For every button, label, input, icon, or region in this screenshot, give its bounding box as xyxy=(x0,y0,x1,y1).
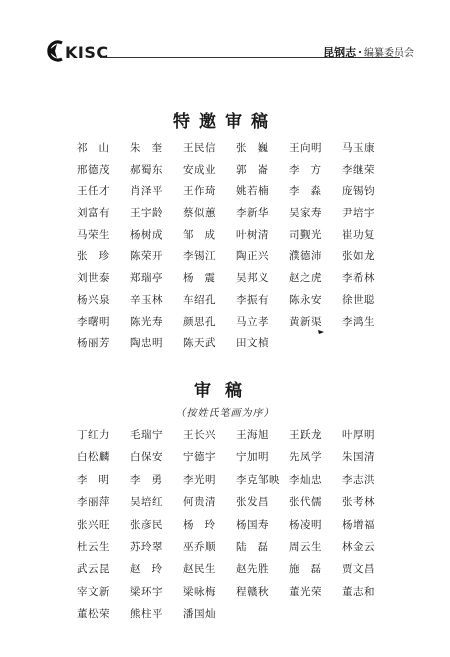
reviewer-name: 肖泽平 xyxy=(130,185,163,198)
reviewer-name: 梁咏梅 xyxy=(183,585,216,598)
reviewer-name: 李灿忠 xyxy=(289,473,322,486)
reviewer-name: 李曙明 xyxy=(77,315,110,328)
reviewer-name: 颜思孔 xyxy=(183,315,216,328)
reviewer-name: 武云昆 xyxy=(77,563,110,576)
reviewer-name: 王民信 xyxy=(183,142,216,154)
reviewer-name: 王任才 xyxy=(77,185,110,198)
reviewer-name: 王跃龙 xyxy=(289,429,322,441)
page-header xyxy=(0,0,450,70)
reviewer-name: 苏玲翠 xyxy=(130,540,163,553)
reviewer-name: 徐世聪 xyxy=(342,293,375,306)
reviewer-name: 李光明 xyxy=(183,473,216,486)
separator: · xyxy=(358,46,362,59)
reviewer-name: 辛玉林 xyxy=(130,293,163,306)
reviewer-name: 梁环宇 xyxy=(130,585,163,598)
reviewer-name: 宰文新 xyxy=(77,585,110,598)
reviewer-name: 王宇龄 xyxy=(130,207,163,220)
reviewer-name: 张发昌 xyxy=(236,496,269,509)
reviewer-name: 刘富有 xyxy=(77,207,110,220)
reviewer-name: 杜云生 xyxy=(77,540,110,553)
reviewers-names xyxy=(77,427,395,629)
reviewer-name: 朱奎 xyxy=(130,142,173,154)
publication-title: 昆钢志 xyxy=(323,46,357,59)
reviewer-name: 宁加明 xyxy=(236,451,269,464)
reviewer-name: 熊柱平 xyxy=(130,608,163,621)
reviewer-name: 董志和 xyxy=(342,585,375,598)
reviewer-name: 李新华 xyxy=(236,207,269,220)
reviewer-name: 董松荣 xyxy=(77,608,110,621)
reviewer-name: 李勇 xyxy=(130,473,173,486)
reviewer-name: 周云生 xyxy=(289,540,322,553)
reviewer-name: 姚若楠 xyxy=(236,185,269,198)
reviewer-name: 赵玲 xyxy=(130,563,173,576)
reviewer-name: 邢德茂 xyxy=(77,163,110,176)
reviewer-name: 郑瑞亭 xyxy=(130,272,163,285)
reviewer-name: 张考林 xyxy=(342,496,375,509)
reviewer-name: 董光荣 xyxy=(289,585,322,598)
reviewer-name: 张代儒 xyxy=(289,496,322,509)
reviewer-name: 李锡江 xyxy=(183,250,216,263)
reviewer-name: 吴家寿 xyxy=(289,207,322,220)
reviewer-name: 赵之虎 xyxy=(289,272,322,285)
reviewer-name: 李方 xyxy=(289,163,332,176)
reviewer-name: 崔功复 xyxy=(342,228,375,241)
reviewer-name: 先凤学 xyxy=(289,451,322,464)
reviewer-name: 祁山 xyxy=(77,142,120,154)
reviewer-name: 赵民生 xyxy=(183,563,216,576)
reviewer-name: 司觐光 xyxy=(289,228,322,241)
reviewer-name: 吴培红 xyxy=(130,496,163,509)
reviewer-name: 陶正兴 xyxy=(236,250,269,263)
reviewer-name: 张巍 xyxy=(236,142,279,154)
reviewer-name: 杨树成 xyxy=(130,228,163,241)
reviewer-name: 王长兴 xyxy=(183,429,216,441)
reviewer-name: 马玉康 xyxy=(342,142,375,154)
reviewer-name: 张兴旺 xyxy=(77,518,110,531)
reviewer-name: 杨震 xyxy=(183,272,226,285)
reviewer-name: 白保安 xyxy=(130,451,163,464)
reviewer-name: 李志洪 xyxy=(342,473,375,486)
reviewer-name: 叶厚明 xyxy=(342,429,375,441)
reviewer-name: 李淼 xyxy=(289,185,332,198)
reviewer-name: 李克邹映 xyxy=(236,473,280,486)
reviewer-name: 张如龙 xyxy=(342,250,375,263)
reviewer-name: 李继荣 xyxy=(342,163,375,176)
special-review-title: 特邀审稿 xyxy=(173,112,277,132)
logo-text: KISC xyxy=(65,43,109,62)
reviewer-name: 杨玲 xyxy=(183,518,226,531)
reviewer-name: 陶忠明 xyxy=(130,337,163,350)
reviewers-subtitle: （按姓氏笔画为序） xyxy=(175,408,275,419)
reviewer-name: 王海旭 xyxy=(236,429,269,441)
reviewer-name: 王作琦 xyxy=(183,185,216,198)
reviewer-name: 李丽萍 xyxy=(77,496,110,509)
reviewer-name: 陈永安 xyxy=(289,293,322,306)
reviewer-name: 马立孝 xyxy=(236,315,269,328)
reviewer-name: 白松麟 xyxy=(77,451,110,464)
committee-name: 编纂委员会 xyxy=(364,48,414,59)
running-head xyxy=(323,44,414,60)
reviewer-name: 宁德宇 xyxy=(183,451,216,464)
reviewer-name: 车绍孔 xyxy=(183,293,216,306)
reviewer-name: 尹培宇 xyxy=(342,207,375,220)
reviewer-name: 郝蜀东 xyxy=(130,163,163,176)
ink-mark-icon xyxy=(318,330,324,334)
reviewer-name: 施磊 xyxy=(289,563,332,576)
reviewer-name: 李鸿生 xyxy=(342,315,375,328)
reviewer-name: 庞锡钧 xyxy=(342,185,375,198)
reviewer-name: 陈光寿 xyxy=(130,315,163,328)
reviewer-name: 蔡似蕙 xyxy=(183,207,216,220)
reviewer-name: 杨增福 xyxy=(342,518,375,531)
reviewer-name: 林金云 xyxy=(342,540,375,553)
reviewer-name: 程赣秋 xyxy=(236,585,269,598)
reviewer-name: 赵先胜 xyxy=(236,563,269,576)
reviewers-title: 审稿 xyxy=(194,381,256,401)
kisc-logo xyxy=(42,40,109,62)
reviewer-name: 陈天武 xyxy=(183,337,216,350)
reviewer-name: 丁红力 xyxy=(77,429,110,441)
reviewer-name: 郭崙 xyxy=(236,163,279,176)
reviewer-name: 张彦民 xyxy=(130,518,163,531)
reviewer-name: 毛瑞宁 xyxy=(130,429,163,441)
reviewer-name: 杨兴泉 xyxy=(77,293,110,306)
reviewer-name: 李明 xyxy=(77,473,120,486)
reviewer-name: 杨丽芳 xyxy=(77,337,110,350)
reviewer-name: 杨国寿 xyxy=(236,518,269,531)
reviewer-name: 叶树清 xyxy=(236,228,269,241)
reviewer-name: 李振有 xyxy=(236,293,269,306)
reviewer-name: 何贵清 xyxy=(183,496,216,509)
reviewer-name: 杨凌明 xyxy=(289,518,322,531)
reviewer-name: 邹成 xyxy=(183,228,226,241)
reviewer-name: 朱国清 xyxy=(342,451,375,464)
reviewer-name: 马荣生 xyxy=(77,228,110,241)
reviewer-name: 贾文昌 xyxy=(342,563,375,576)
reviewer-name: 濮德沛 xyxy=(289,250,322,263)
reviewer-name: 巫乔顺 xyxy=(183,540,216,553)
reviewer-name: 吴邦义 xyxy=(236,272,269,285)
reviewer-name: 李希林 xyxy=(342,272,375,285)
reviewer-name: 安成业 xyxy=(183,163,216,176)
reviewer-name: 潘国灿 xyxy=(183,608,216,621)
reviewer-name: 张珍 xyxy=(77,250,120,263)
special-review-names xyxy=(77,140,395,357)
reviewer-name: 田文楨 xyxy=(236,337,269,350)
reviewer-name: 陈荣开 xyxy=(130,250,163,263)
reviewer-name: 刘世泰 xyxy=(77,272,110,285)
reviewer-name: 王向明 xyxy=(289,142,322,154)
reviewer-name: 陆磊 xyxy=(236,540,279,553)
reviewer-name: 黄新渠 xyxy=(289,315,322,328)
